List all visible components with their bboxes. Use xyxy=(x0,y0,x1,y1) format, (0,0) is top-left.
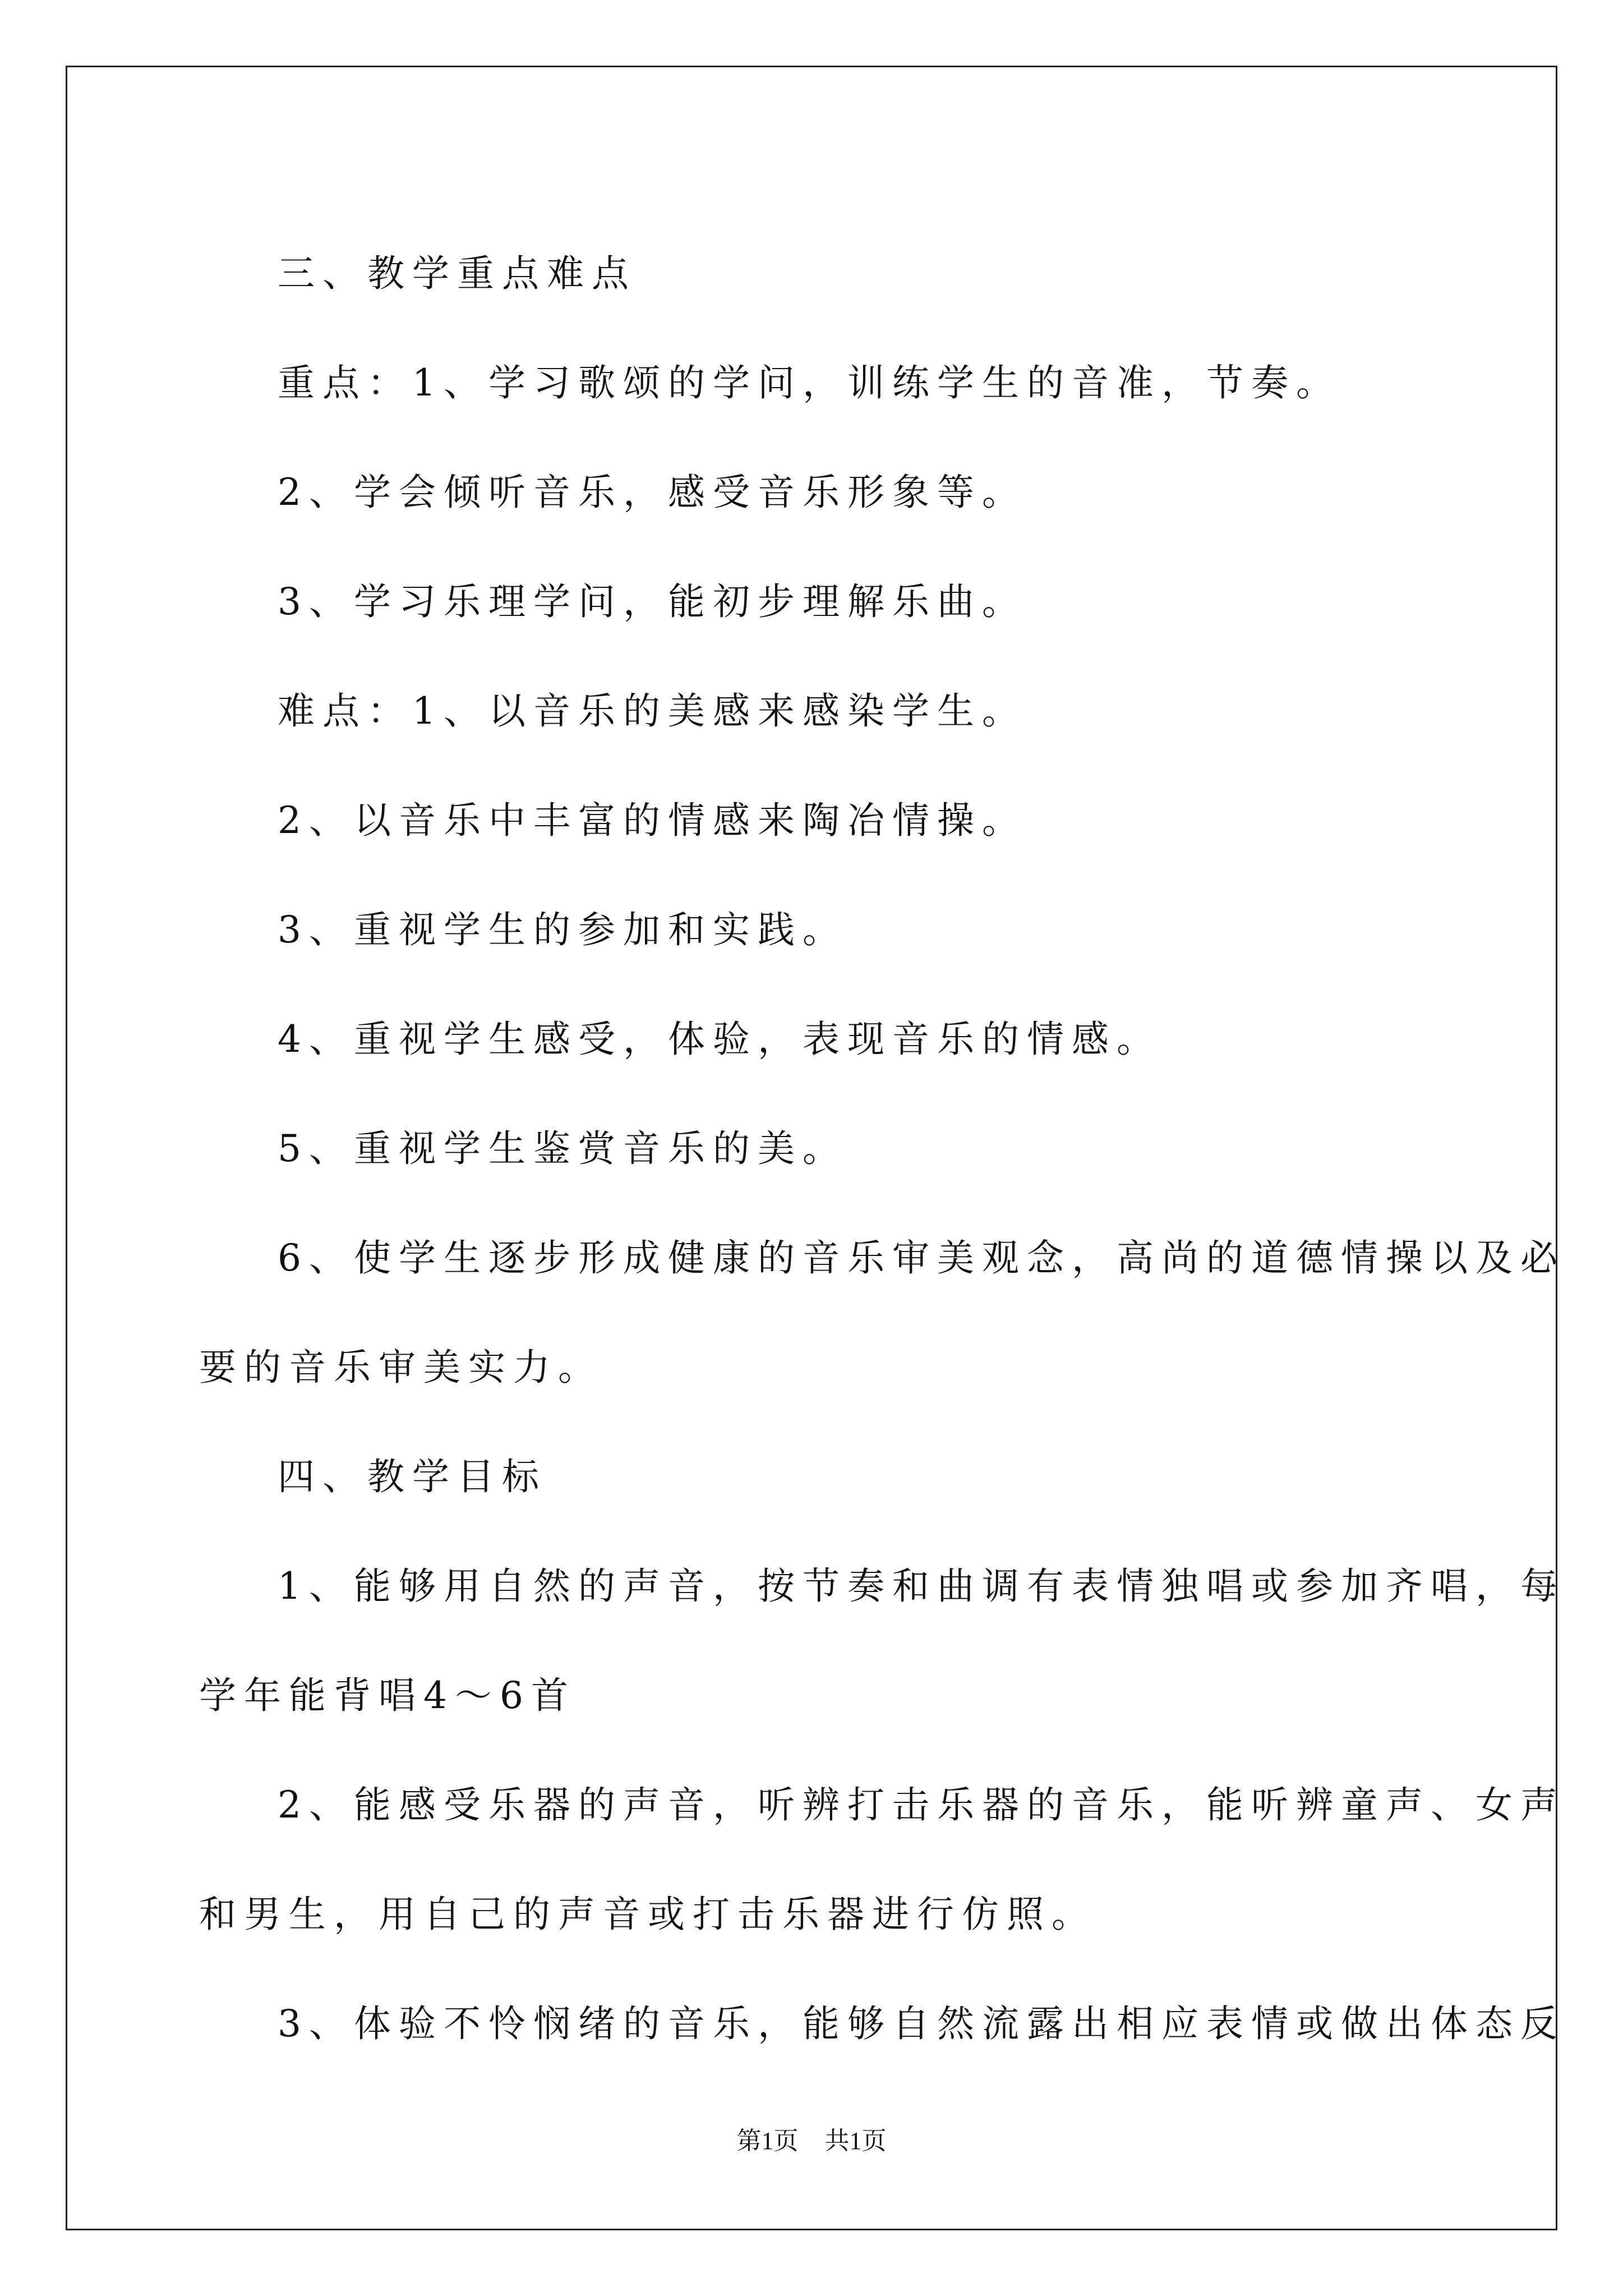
paragraph: 重点：1、学习歌颂的学问，训练学生的音准，节奏。 xyxy=(278,361,1341,404)
paragraph: 5、重视学生鉴赏音乐的美。 xyxy=(278,1127,847,1170)
paragraph: 难点：1、以音乐的美感来感染学生。 xyxy=(278,689,1027,733)
paragraph: 2、能感受乐器的声音，听辨打击乐器的音乐，能听辨童声、女声 xyxy=(278,1783,1565,1826)
page-number: 第1页 xyxy=(736,2127,799,2155)
paragraph-continuation: 要的音乐审美实力。 xyxy=(199,1346,603,1389)
paragraph: 2、以音乐中丰富的情感来陶冶情操。 xyxy=(278,799,1027,842)
paragraph: 3、重视学生的参加和实践。 xyxy=(278,908,847,951)
paragraph: 4、重视学生感受，体验，表现音乐的情感。 xyxy=(278,1018,1161,1061)
paragraph: 3、学习乐理学问，能初步理解乐曲。 xyxy=(278,580,1027,623)
section-heading: 三、教学重点难点 xyxy=(278,252,637,295)
paragraph-continuation: 和男生，用自己的声音或打击乐器进行仿照。 xyxy=(199,1893,1096,1936)
paragraph: 2、学会倾听音乐，感受音乐形象等。 xyxy=(278,471,1027,514)
page-footer xyxy=(0,2120,1623,2156)
paragraph: 1、能够用自然的声音，按节奏和曲调有表情独唱或参加齐唱，每 xyxy=(278,1565,1565,1608)
section-heading: 四、教学目标 xyxy=(278,1455,547,1498)
paragraph: 6、使学生逐步形成健康的音乐审美观念，高尚的道德情操以及必 xyxy=(278,1236,1565,1280)
paragraph-continuation: 学年能背唱4～6首 xyxy=(199,1674,576,1717)
document-body xyxy=(199,219,1565,2078)
paragraph: 3、体验不怜悯绪的音乐，能够自然流露出相应表情或做出体态反 xyxy=(278,2002,1565,2045)
page-total: 共1页 xyxy=(824,2127,887,2155)
